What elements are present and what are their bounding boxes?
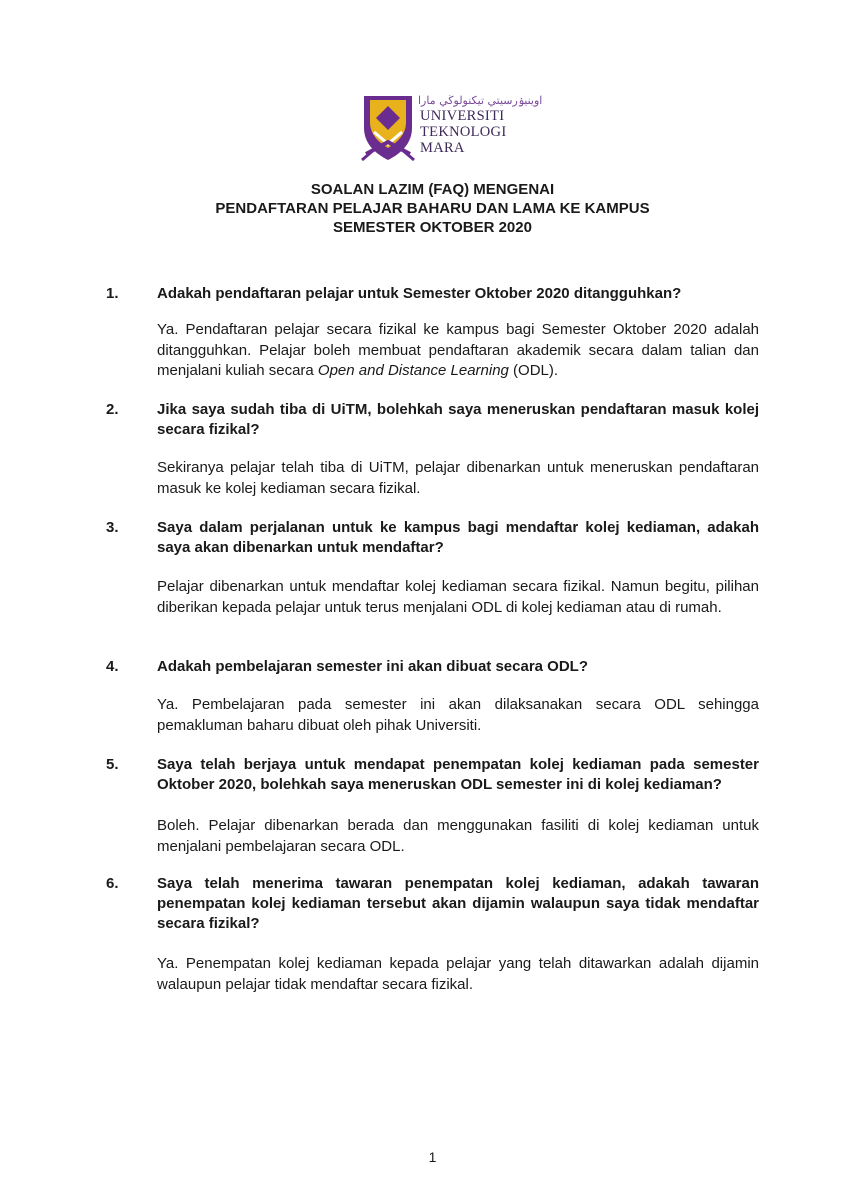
faq-question: Saya telah berjaya untuk mendapat penempatan kolej kediaman pada semester Oktober 2020, bolehkah saya meneruskan ODL semester ini di kolej kediaman? (157, 756, 759, 793)
faq-number: 1. (106, 285, 119, 302)
faq-answer (157, 320, 759, 382)
faq-question: Saya telah menerima tawaran penempatan kolej kediaman, adakah tawaran penempatan kolej kediaman tersebut akan dijamin walaupun saya tidak mendaftar secara fizikal? (157, 875, 759, 932)
arabic-motto: اوينيۏرسيتي تيكنولوڬي مارا (418, 94, 543, 107)
answer-italic-text: Open and Distance Learning (317, 362, 509, 379)
faq-question: Jika saya sudah tiba di UiTM, bolehkah saya meneruskan pendaftaran masuk kolej secara fizikal? (157, 401, 759, 438)
faq-question: Saya dalam perjalanan untuk ke kampus bagi mendaftar kolej kediaman, adakah saya akan dibenarkan untuk mendaftar? (157, 519, 759, 556)
document-title (0, 180, 865, 237)
uitm-logo (360, 92, 543, 164)
uitm-crest-icon (360, 92, 416, 162)
faq-answer: Pelajar dibenarkan untuk mendaftar kolej kediaman secara fizikal. Namun begitu, pilihan diberikan kepada pelajar untuk terus menjalani ODL di kolej kediaman atau di rumah. (157, 578, 759, 616)
title-line-3: SEMESTER OKTOBER 2020 (333, 219, 532, 236)
faq-number: 4. (106, 658, 119, 675)
title-line-1: SOALAN LAZIM (FAQ) MENGENAI (310, 181, 555, 198)
wordmark-line: MARA (420, 140, 465, 156)
faq-question: Adakah pembelajaran semester ini akan dibuat secara ODL? (157, 658, 589, 675)
faq-answer: Ya. Penempatan kolej kediaman kepada pelajar yang telah ditawarkan adalah dijamin walaupun pelajar tidak mendaftar secara fizikal. (157, 955, 759, 993)
faq-number: 5. (106, 756, 119, 773)
faq-answer: Sekiranya pelajar telah tiba di UiTM, pelajar dibenarkan untuk meneruskan pendaftaran masuk ke kolej kediaman secara fizikal. (157, 459, 759, 497)
answer-text: Ya. Pendaftaran pelajar secara fizikal ke kampus bagi Semester Oktober 2020 adalah ditangguhkan. Pelajar boleh membuat pendaftaran akademik secara dalam talian dan menjalani kuliah secara (157, 321, 759, 379)
faq-answer: Ya. Pembelajaran pada semester ini akan dilaksanakan secara ODL sehingga pemakluman baharu dibuat oleh pihak Universiti. (157, 696, 759, 734)
faq-number: 3. (106, 519, 119, 536)
faq-answer: Boleh. Pelajar dibenarkan berada dan menggunakan fasiliti di kolej kediaman untuk menjalani pembelajaran secara ODL. (157, 817, 759, 855)
page-number: 1 (428, 1149, 437, 1165)
wordmark-line: TEKNOLOGI (420, 124, 507, 140)
title-line-2: PENDAFTARAN PELAJAR BAHARU DAN LAMA KE KAMPUS (215, 200, 650, 217)
faq-number: 6. (106, 875, 119, 892)
faq-number: 2. (106, 401, 119, 418)
answer-text: (ODL). (508, 362, 559, 379)
faq-question: Adakah pendaftaran pelajar untuk Semester Oktober 2020 ditangguhkan? (157, 285, 682, 302)
university-wordmark (420, 108, 506, 156)
wordmark-line: UNIVERSITI (420, 108, 505, 124)
